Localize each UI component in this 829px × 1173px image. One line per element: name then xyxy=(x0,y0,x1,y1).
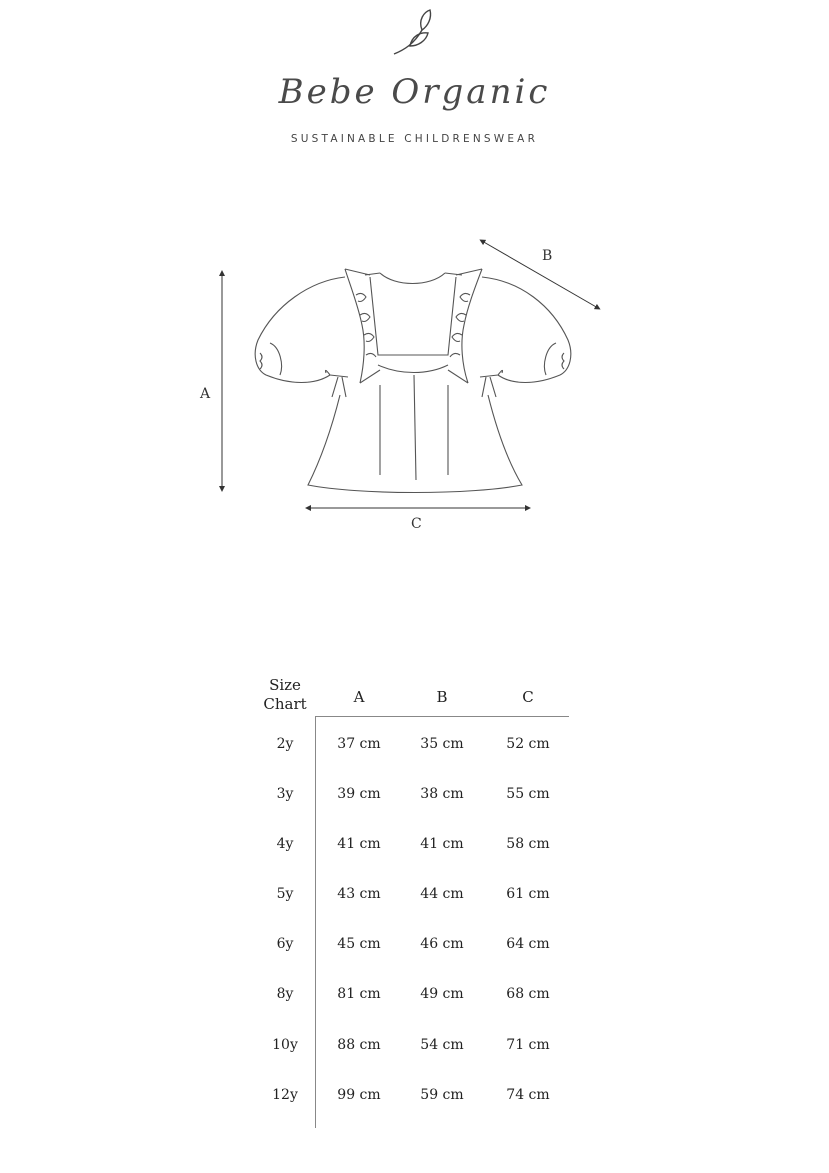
table-row xyxy=(253,1087,573,1111)
value-a-cell: 99 cm xyxy=(337,1087,381,1103)
garment-drawing xyxy=(180,225,640,545)
size-cell: 4y xyxy=(276,836,294,852)
value-c-cell: 74 cm xyxy=(506,1087,550,1103)
value-c-cell: 61 cm xyxy=(506,886,550,902)
size-cell: 5y xyxy=(276,886,294,902)
table-divider-horizontal xyxy=(315,716,569,717)
value-c-cell: 64 cm xyxy=(506,936,550,952)
value-c-cell: 68 cm xyxy=(506,986,550,1002)
value-a-cell: 81 cm xyxy=(337,986,381,1002)
value-b-cell: 41 cm xyxy=(420,836,464,852)
value-c-cell: 71 cm xyxy=(506,1037,550,1053)
value-a-cell: 39 cm xyxy=(337,786,381,802)
dimension-label-b: B xyxy=(542,248,553,264)
value-a-cell: 43 cm xyxy=(337,886,381,902)
value-a-cell: 41 cm xyxy=(337,836,381,852)
table-divider-vertical xyxy=(315,716,316,1128)
size-cell: 2y xyxy=(276,736,294,752)
value-b-cell: 38 cm xyxy=(420,786,464,802)
corner-line-1: Size xyxy=(269,676,301,694)
table-row xyxy=(253,736,573,760)
corner-line-2: Chart xyxy=(263,695,307,713)
leaf-logo-icon xyxy=(388,6,442,60)
table-row xyxy=(253,836,573,860)
value-b-cell: 49 cm xyxy=(420,986,464,1002)
size-cell: 6y xyxy=(276,936,294,952)
value-b-cell: 35 cm xyxy=(420,736,464,752)
value-c-cell: 58 cm xyxy=(506,836,550,852)
value-a-cell: 37 cm xyxy=(337,736,381,752)
value-a-cell: 45 cm xyxy=(337,936,381,952)
size-cell: 10y xyxy=(272,1037,298,1053)
table-row xyxy=(253,786,573,810)
size-cell: 12y xyxy=(272,1087,298,1103)
value-c-cell: 52 cm xyxy=(506,736,550,752)
value-b-cell: 59 cm xyxy=(420,1087,464,1103)
size-cell: 8y xyxy=(276,986,294,1002)
value-b-cell: 54 cm xyxy=(420,1037,464,1053)
table-row xyxy=(253,886,573,910)
table-row xyxy=(253,936,573,960)
table-row xyxy=(253,986,573,1010)
dimension-label-c: C xyxy=(411,516,422,532)
value-a-cell: 88 cm xyxy=(337,1037,381,1053)
value-c-cell: 55 cm xyxy=(506,786,550,802)
brand-name: Bebe Organic xyxy=(278,72,551,112)
size-chart-corner xyxy=(253,676,317,714)
header-b: B xyxy=(436,688,448,706)
dimension-label-a: A xyxy=(200,386,211,402)
header-c: C xyxy=(522,688,534,706)
table-row xyxy=(253,1037,573,1061)
value-b-cell: 46 cm xyxy=(420,936,464,952)
size-cell: 3y xyxy=(276,786,294,802)
value-b-cell: 44 cm xyxy=(420,886,464,902)
size-chart-table xyxy=(253,676,573,1136)
brand-tagline: SUSTAINABLE CHILDRENSWEAR xyxy=(290,133,539,145)
header-a: A xyxy=(353,688,365,706)
